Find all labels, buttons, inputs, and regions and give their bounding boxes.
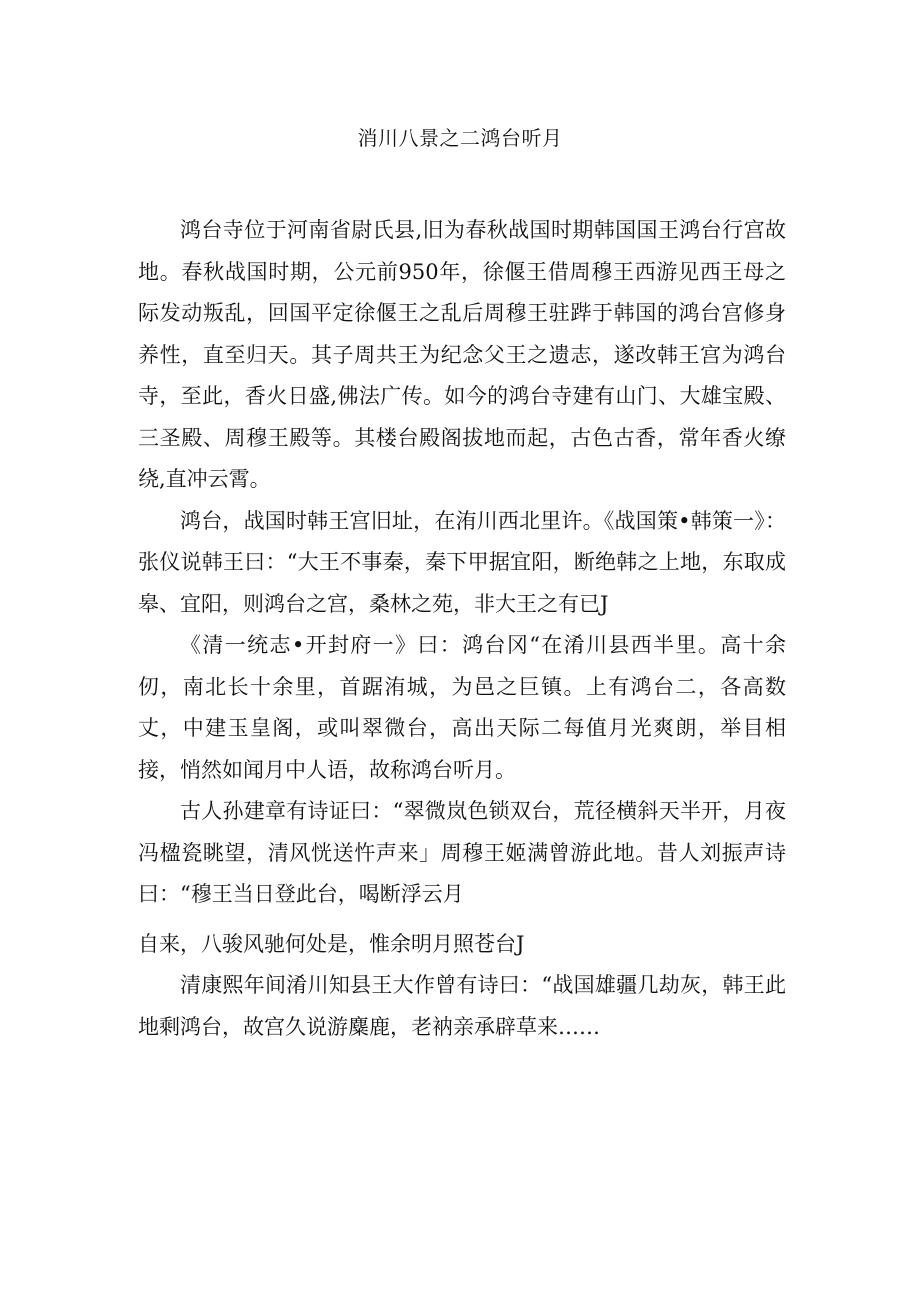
paragraph-poem-sun: 古人孙建章有诗证曰：“翠微岚色锁双台，荒径横斜天半开，月夜冯楹瓷眺望，清风恍送忤声来」周穆王姬满曾游此地。昔人刘振声诗曰：“穆王当日登此台，喝断浮云月 <box>138 799 786 906</box>
paragraph-zhanguoce: 鸿台，战国时韩王宫旧址，在洧川西北里许。《战国策•韩策一》：张仪说韩王曰：“大王不事秦，秦下甲据宜阳，断绝韩之上地，东取成皋、宜阳，则鸿台之宫，桑林之苑，非大王之有已J <box>138 508 786 616</box>
paragraph-poem-kangxi: 清康熙年间淆川知县王大作曾有诗曰：“战国雄疆几劫灰，韩王此地剩鸿台，故宫久说游麋鹿，老衲亲承辟草来…… <box>138 973 786 1039</box>
paragraph-qingyitongzhi: 《清一统志•开封府一》曰：鸿台冈“在淆川县西半里。高十余仞，南北长十余里，首踞洧城，为邑之巨镇。上有鸿台二，各高数丈，中建玉皇阁，或叫翠微台，高出天际二每值月光爽朗，举目相接，悄然如闻月中人语，故称鸿台听月。 <box>138 633 786 782</box>
paragraph-poem-continued: 自来，八骏风驰何处是，惟余明月照苍台J <box>138 931 525 956</box>
document-body <box>138 210 786 1048</box>
paragraph-intro: 鸿台寺位于河南省尉氏县,旧为春秋战国时期韩国国王鸿台行宫故地。春秋战国时期，公元前950年，徐偃王借周穆王西游见西王母之际发动叛乱，回国平定徐偃王之乱后周穆王驻跸于韩国的鸿台宫修身养性，直至归天。其子周共王为纪念父王之遗志，遂改韩王宫为鸿台寺，至此，香火日盛,佛法广传。如今的鸿台寺建有山门、大雄宝殿、三圣殿、周穆王殿等。其楼台殿阁拔地而起，古色古香，常年香火缭绕,直冲云霄。 <box>138 218 786 491</box>
document-title: 消川八景之二鸿台听月 <box>357 126 563 150</box>
